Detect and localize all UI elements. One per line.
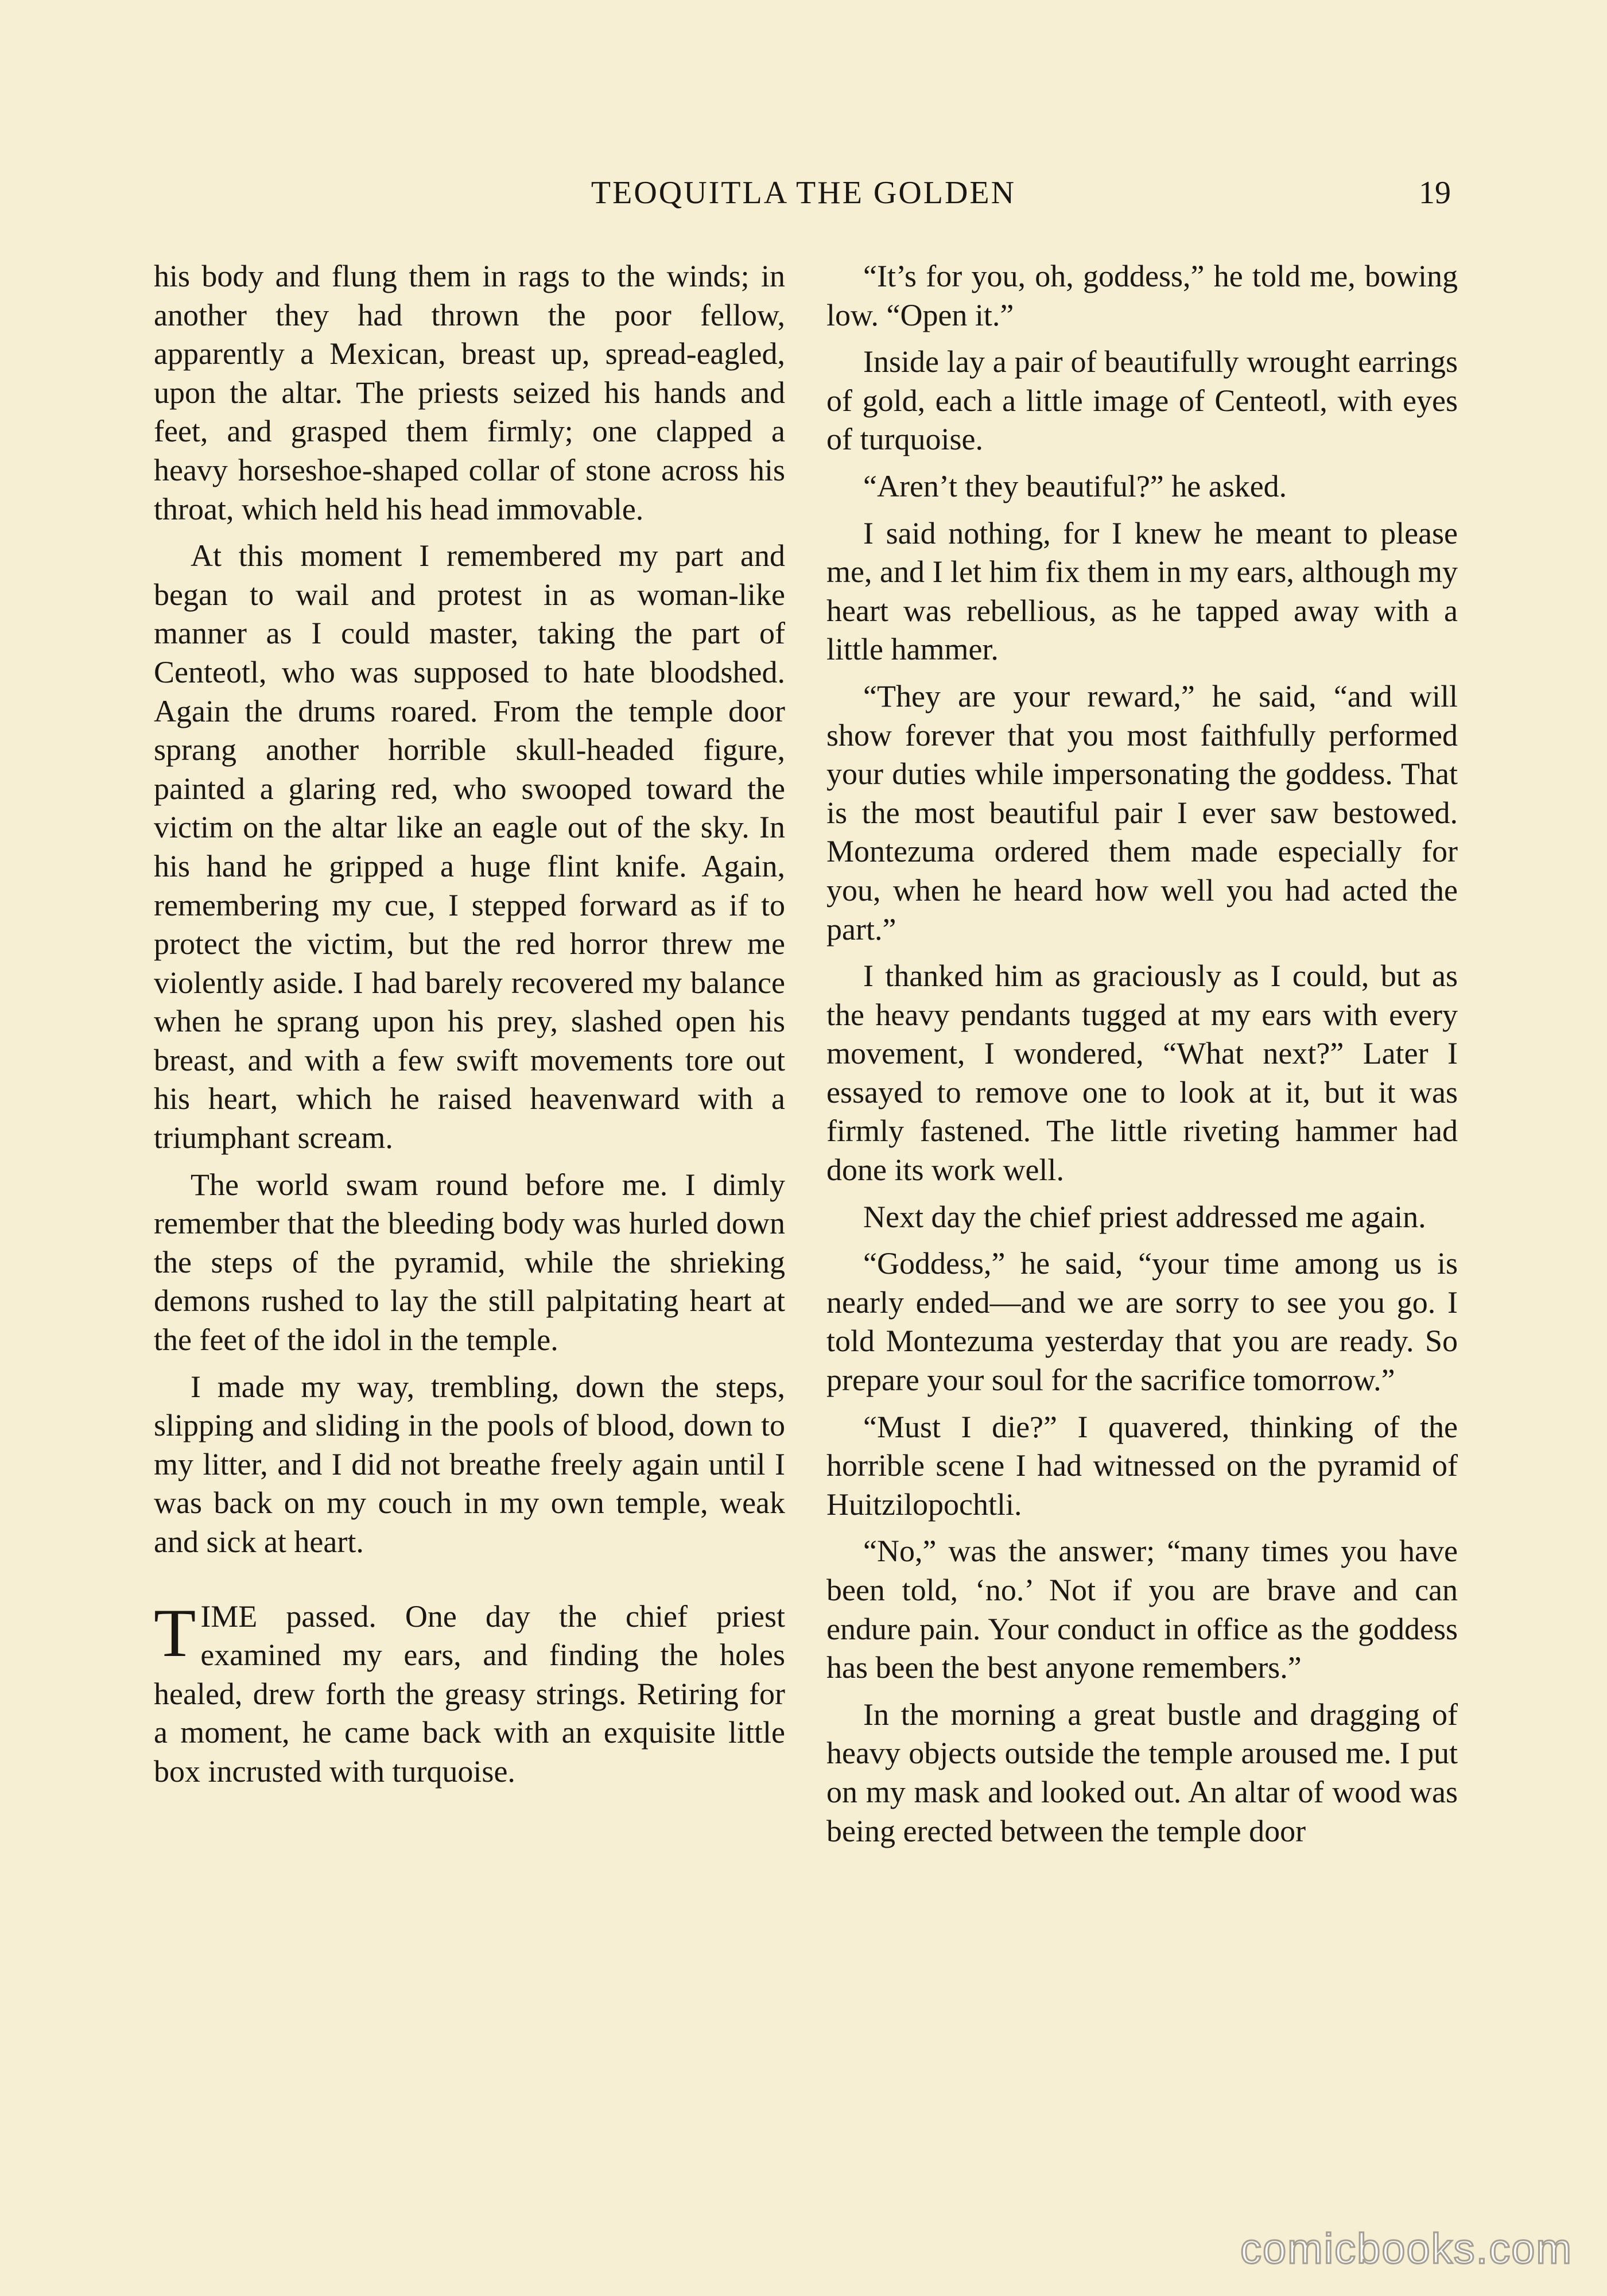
paragraph: “Aren’t they beautiful?” he asked. xyxy=(863,468,1287,503)
paragraph: “Goddess,” he said, “your time among us is nearly ended—and we are sorry to see you go. I told Montezuma yesterday that you are ready. So prepare your soul for the sacrifice tomorrow.” xyxy=(826,1246,1458,1398)
running-title: TEOQUITLA THE GOLDEN xyxy=(591,175,1016,211)
paragraph: The world swam round before me. I dimly remember that the bleeding body was hurled down the steps of the pyramid, while the shrieking demons rushed to lay the still palpitating heart at the feet of the idol in the temple. xyxy=(154,1167,785,1358)
site-watermark: comicbooks.com xyxy=(1240,2225,1573,2272)
paragraph: At this moment I remembered my part and began to wail and protest in as woman-like manner as I could master, taking the part of Centeotl, who was supposed to hate bloodshed. Again the drums roared. From the temple door sprang another horrible skull-headed figure, painted a glaring red, who swooped toward the victim on the altar like an eagle out of the sky. In his hand he gripped a huge flint knife. Again, remembering my cue, I stepped forward as if to protect the victim, but the red horror threw me violently aside. I had barely recovered my balance when he sprang upon his prey, slashed open his breast, and with a few swift movements tore out his heart, which he raised heavenward with a triumphant scream. xyxy=(154,538,785,1155)
paragraph: I said nothing, for I knew he meant to please me, and I let him fix them in my ears, although my heart was rebellious, as he tapped away with a little hammer. xyxy=(826,515,1458,667)
paragraph: his body and flung them in rags to the winds; in another they had thrown the poor fellow, apparently a Mexican, breast up, spread-eagled, upon the altar. The priests seized his hands and feet, and grasped them firmly; one clapped a heavy horseshoe-shaped collar of stone across his throat, which held his head immovable. xyxy=(154,259,785,526)
section-text: IME passed. One day the chief priest examined my ears, and finding the holes healed, drew forth the greasy strings. Retiring for a moment, he came back with an exquisite little box incrusted with turquoise. xyxy=(154,1599,785,1789)
paragraph: “It’s for you, oh, goddess,” he told me, bowing low. “Open it.” xyxy=(826,259,1458,332)
paragraph: “They are your reward,” he said, “and will show forever that you most faithfully performed your duties while impersonating the goddess. That is the most beautiful pair I ever saw bestowed. Montezuma ordered them made especially for you, when he heard how well you had acted the part.” xyxy=(826,678,1458,947)
paragraph: I made my way, trembling, down the steps, slipping and sliding in the pools of blood, down to my litter, and I did not breathe freely again until I was back on my couch in my own temple, weak and sick at heart. xyxy=(154,1369,785,1559)
running-head xyxy=(0,170,1607,216)
paragraph: “No,” was the answer; “many times you have been told, ‘no.’ Not if you are brave and can endure pain. Your conduct in office as the goddess has been the best anyone remembers.” xyxy=(826,1534,1458,1685)
section-start-paragraph xyxy=(154,1594,785,1791)
paragraph: Next day the chief priest addressed me again. xyxy=(863,1199,1426,1234)
paragraph: I thanked him as graciously as I could, but as the heavy pendants tugged at my ears with every movement, I wondered, “What next?” Later I essayed to remove one to look at it, but it was firmly fastened. The little riveting hammer had done its work well. xyxy=(826,959,1458,1188)
drop-cap: T xyxy=(154,1594,196,1671)
right-column xyxy=(826,257,1458,1859)
paragraph: In the morning a great bustle and dragging of heavy objects outside the temple aroused me. I put on my mask and looked out. An altar of wood was being erected between the temple door xyxy=(826,1697,1458,1848)
left-column xyxy=(154,257,785,1799)
paragraph: Inside lay a pair of beautifully wrought earrings of gold, each a little image of Centeotl, with eyes of turquoise. xyxy=(826,344,1458,457)
page-number: 19 xyxy=(1419,175,1451,211)
paragraph: “Must I die?” I quavered, thinking of the horrible scene I had witnessed on the pyramid of Huitzilopochtli. xyxy=(826,1409,1458,1522)
